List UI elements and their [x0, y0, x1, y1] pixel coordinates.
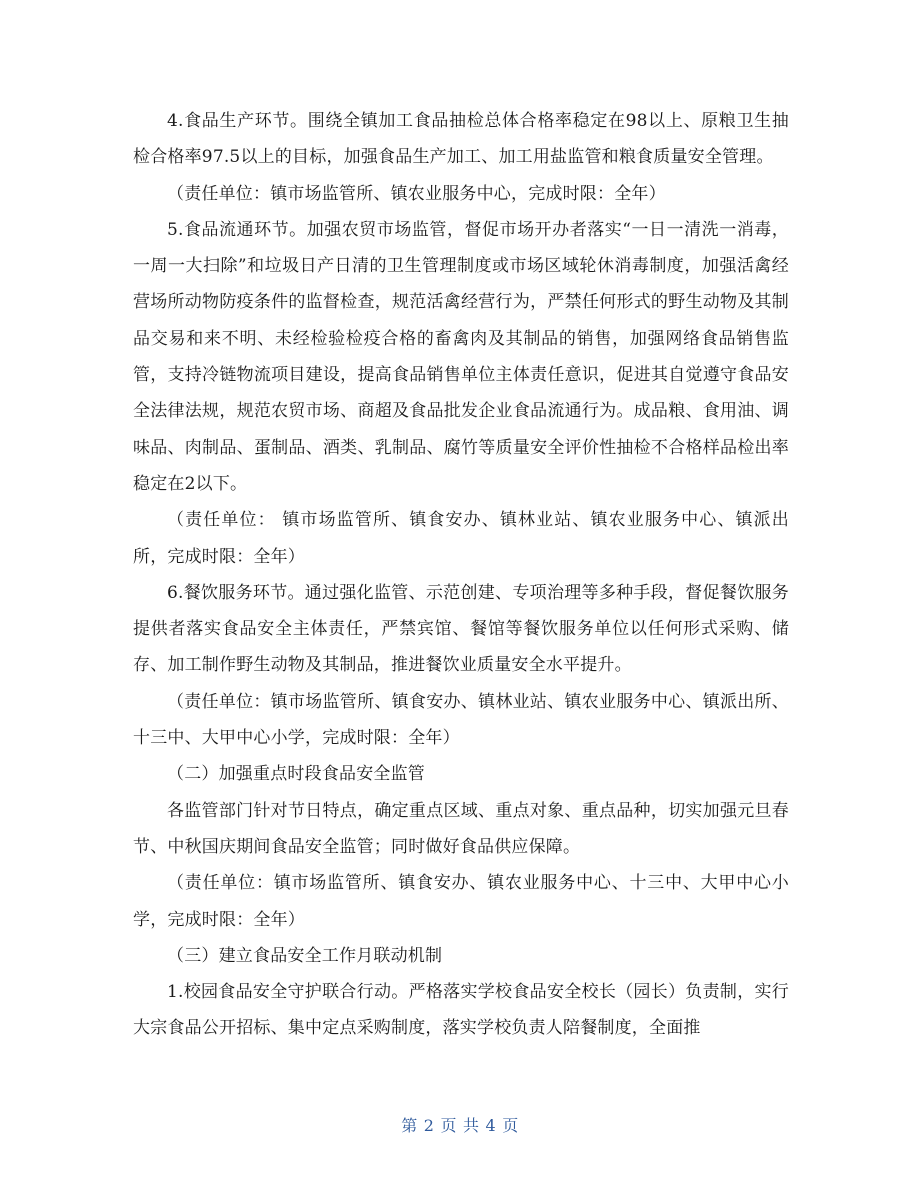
document-body: [133, 103, 789, 1047]
total-prefix: 共: [463, 1116, 480, 1135]
page-footer: [0, 1113, 920, 1136]
paragraph-food-circulation: 5.食品流通环节。加强农贸市场监管，督促市场开办者落实“一日一清洗一消毒，一周一大扫除”和垃圾日产日清的卫生管理制度或市场区域轮休消毒制度，加强活禽经营场所动物防疫条件的监督检查，规范活禽经营行为，严禁任何形式的野生动物及其制品交易和来不明、未经检验检疫合格的畜禽肉及其制品的销售，加强网络食品销售监管，支持冷链物流项目建设，提高食品销售单位主体责任意识，促进其自觉遵守食品安全法律法规，规范农贸市场、商超及食品批发企业食品流通行为。成品粮、食用油、调味品、肉制品、蛋制品、酒类、乳制品、腐竹等质量安全评价性抽检不合格样品检出率稳定在2以下。: [133, 219, 789, 494]
page-prefix: 第: [401, 1116, 418, 1135]
current-page-number: 2: [423, 1116, 435, 1135]
paragraph-campus-food-safety: 1.校园食品安全守护联合行动。严格落实学校食品安全校长（园长）负责制，实行大宗食品公开招标、集中定点采购制度，落实学校负责人陪餐制度，全面推: [133, 982, 789, 1039]
section-heading-monthly-mechanism: （三）建立食品安全工作月联动机制: [167, 945, 443, 966]
total-page-count: 4: [485, 1116, 497, 1135]
section-heading-key-periods: （二）加强重点时段食品安全监管: [167, 764, 425, 785]
responsibility-note-circulation: （责任单位： 镇市场监管所、镇食安办、镇林业站、镇农业服务中心、镇派出所，完成时限：全年）: [133, 510, 789, 567]
page-word: 页: [440, 1116, 457, 1135]
responsibility-note-production: （责任单位：镇市场监管所、镇农业服务中心，完成时限：全年）: [167, 183, 666, 204]
paragraph-key-periods: 各监管部门针对节日特点，确定重点区域、重点对象、重点品种，切实加强元旦春节、中秋国庆期间食品安全监管；同时做好食品供应保障。: [133, 800, 789, 857]
page-suffix: 页: [502, 1116, 519, 1135]
paragraph-food-production: 4.食品生产环节。围绕全镇加工食品抽检总体合格率稳定在98以上、原粮卫生抽检合格率97.5以上的目标，加强食品生产加工、加工用盐监管和粮食质量安全管理。: [133, 111, 789, 168]
responsibility-note-catering: （责任单位：镇市场监管所、镇食安办、镇林业站、镇农业服务中心、镇派出所、十三中、大甲中心小学，完成时限：全年）: [133, 691, 789, 749]
paragraph-catering-service: 6.餐饮服务环节。通过强化监管、示范创建、专项治理等多种手段，督促餐饮服务提供者落实食品安全主体责任，严禁宾馆、餐馆等餐饮服务单位以任何形式采购、储存、加工制作野生动物及其制品，推进餐饮业质量安全水平提升。: [133, 582, 789, 676]
responsibility-note-key-periods: （责任单位：镇市场监管所、镇食安办、镇农业服务中心、十三中、大甲中心小学，完成时限：全年）: [133, 873, 789, 930]
